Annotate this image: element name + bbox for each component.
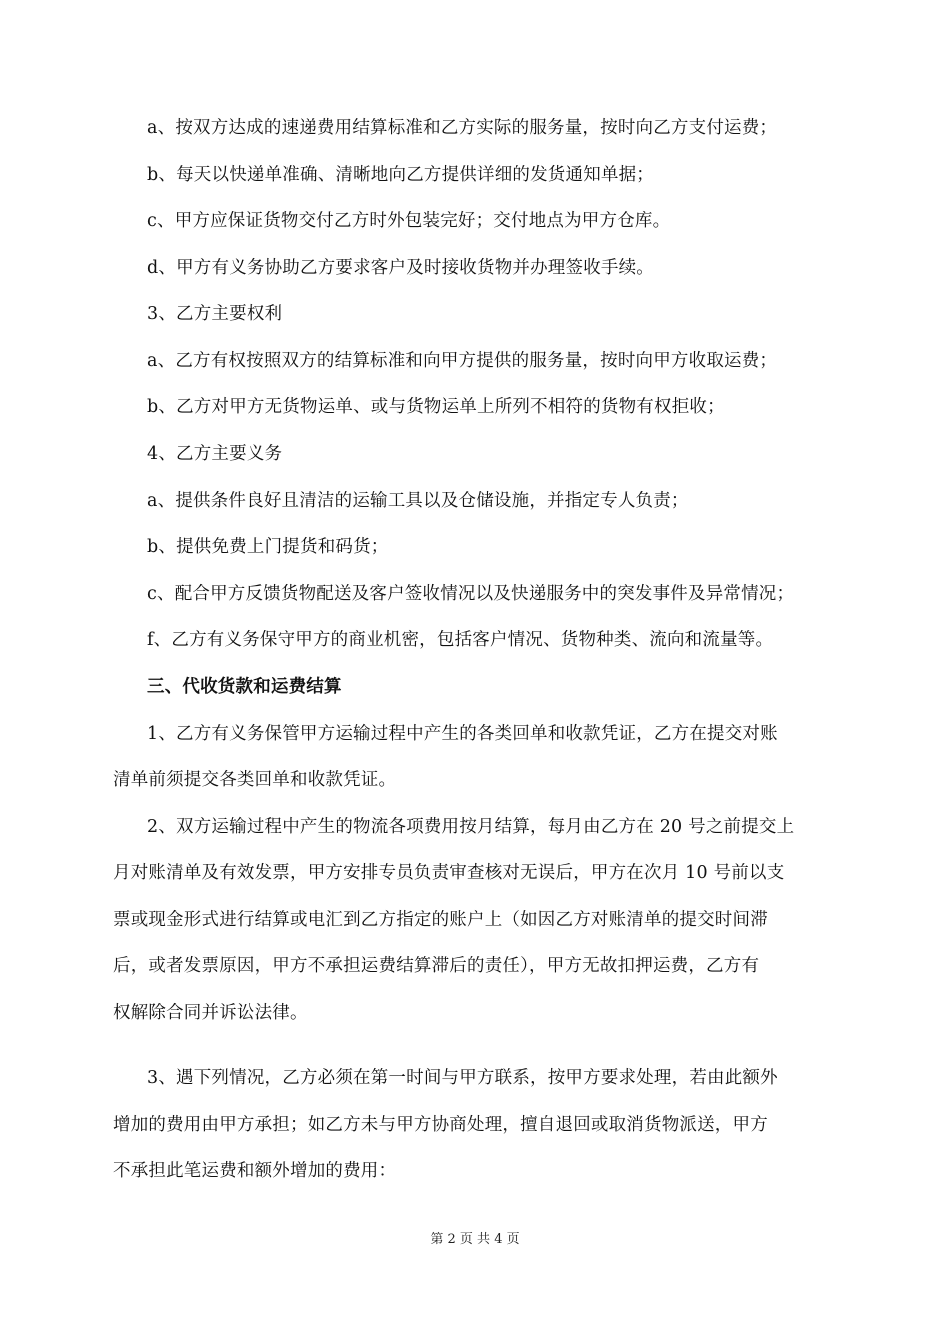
paragraph-line: 不承担此笔运费和额外增加的费用： [113,1161,397,1181]
list-item: b、提供免费上门提货和码货； [147,537,389,557]
paragraph-line: 后，或者发票原因，甲方不承担运费结算滞后的责任），甲方无故扣押运费，乙方有 [113,956,760,976]
paragraph-line: 2、双方运输过程中产生的物流各项费用按月结算，每月由乙方在 20 号之前提交上 [147,817,795,837]
paragraph-line: 3、遇下列情况，乙方必须在第一时间与甲方联系，按甲方要求处理，若由此额外 [147,1068,778,1088]
paragraph-line: 清单前须提交各类回单和收款凭证。 [113,770,397,790]
list-item: b、每天以快递单准确、清晰地向乙方提供详细的发货通知单据； [147,165,655,185]
list-item: a、按双方达成的速递费用结算标准和乙方实际的服务量，按时向乙方支付运费； [147,118,778,138]
section-subheading: 3、乙方主要权利 [147,304,283,324]
page-number: 第 2 页 共 4 页 [430,1232,520,1247]
list-item: c、配合甲方反馈货物配送及客户签收情况以及快递服务中的突发事件及异常情况； [147,584,795,604]
list-item: a、提供条件良好且清洁的运输工具以及仓储设施，并指定专人负责； [147,491,689,511]
section-heading: 三、代收货款和运费结算 [147,677,342,697]
list-item: f、乙方有义务保守甲方的商业机密，包括客户情况、货物种类、流向和流量等。 [147,630,774,650]
list-item: d、甲方有义务协助乙方要求客户及时接收货物并办理签收手续。 [147,258,655,278]
paragraph-line: 月对账清单及有效发票，甲方安排专员负责审查核对无误后，甲方在次月 10 号前以支 [113,863,785,883]
section-subheading: 4、乙方主要义务 [147,444,283,464]
list-item: b、乙方对甲方无货物运单、或与货物运单上所列不相符的货物有权拒收； [147,397,725,417]
paragraph-line: 增加的费用由甲方承担；如乙方未与甲方协商处理，擅自退回或取消货物派送，甲方 [113,1115,768,1135]
list-item: a、乙方有权按照双方的结算标准和向甲方提供的服务量，按时向甲方收取运费； [147,351,778,371]
paragraph-line: 1、乙方有义务保管甲方运输过程中产生的各类回单和收款凭证，乙方在提交对账 [147,724,778,744]
paragraph-line: 票或现金形式进行结算或电汇到乙方指定的账户上（如因乙方对账清单的提交时间滞 [113,910,768,930]
paragraph-line: 权解除合同并诉讼法律。 [113,1003,308,1023]
list-item: c、甲方应保证货物交付乙方时外包装完好；交付地点为甲方仓库。 [147,211,671,231]
